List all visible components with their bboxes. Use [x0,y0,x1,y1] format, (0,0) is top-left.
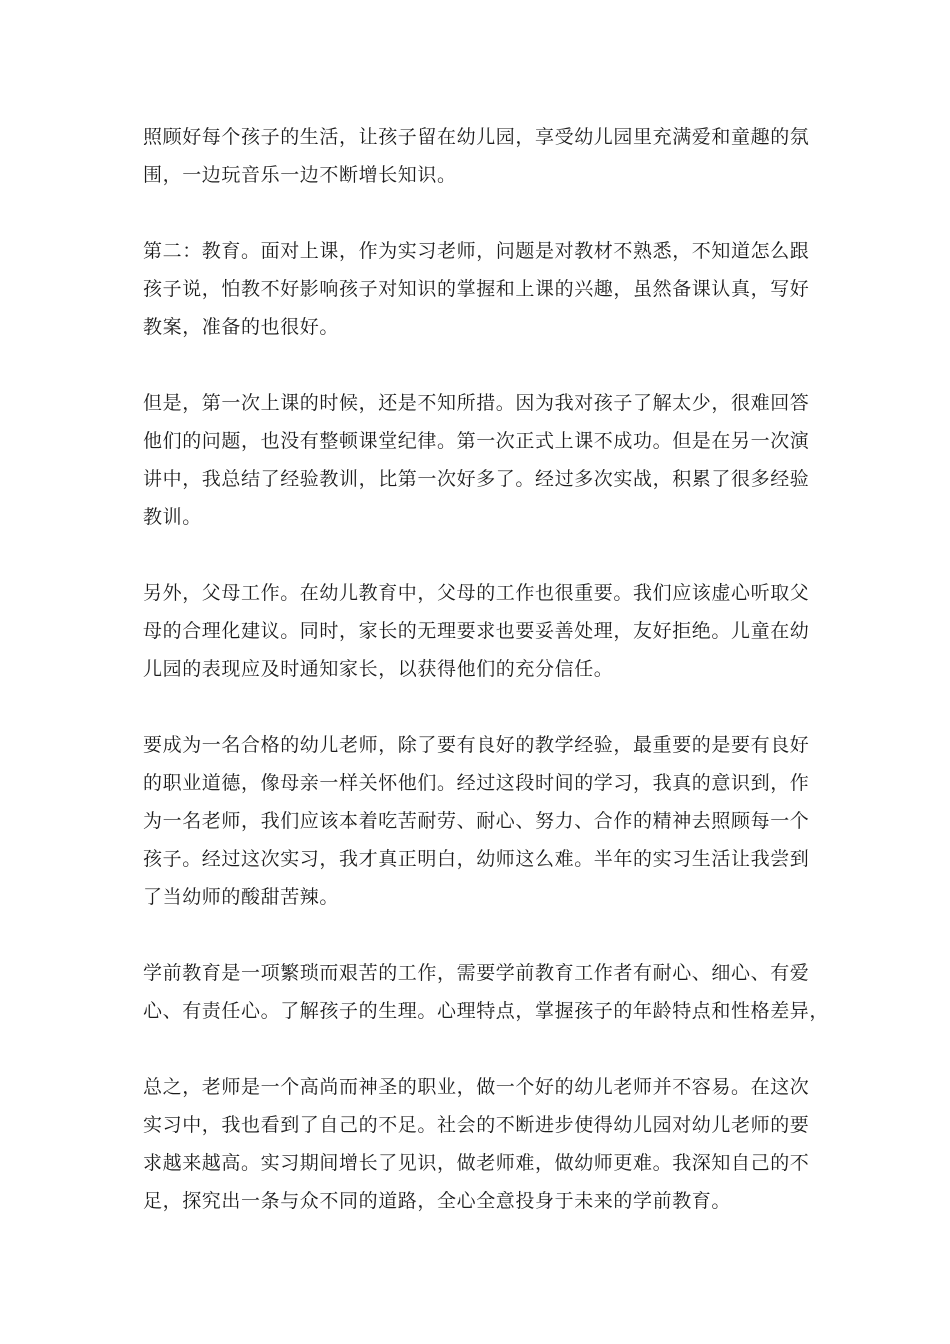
text-line: 教训。 [143,506,202,528]
text-line: 要成为一名合格的幼儿老师，除了要有良好的教学经验，最重要的是要有良好 [143,734,810,756]
paragraph-4 [143,574,813,688]
text-line: 照顾好每个孩子的生活，让孩子留在幼儿园，享受幼儿园里充满爱和童趣的氛 [143,126,810,148]
document-body [143,118,830,1258]
text-line: 第二：教育。面对上课，作为实习老师，问题是对教材不熟悉，不知道怎么跟 [143,240,810,262]
text-line: 总之，老师是一个高尚而神圣的职业，做一个好的幼儿老师并不容易。在这次 [143,1076,810,1098]
text-line: 为一名老师，我们应该本着吃苦耐劳、耐心、努力、合作的精神去照顾每一个 [143,810,810,832]
text-line: 讲中，我总结了经验教训，比第一次好多了。经过多次实战，积累了很多经验 [143,468,810,490]
text-line: 儿园的表现应及时通知家长，以获得他们的充分信任。 [143,658,614,680]
text-line: 足，探究出一条与众不同的道路，全心全意投身于未来的学前教育。 [143,1190,732,1212]
text-line: 母的合理化建议。同时，家长的无理要求也要妥善处理，友好拒绝。儿童在幼 [143,620,810,642]
text-line: 但是，第一次上课的时候，还是不知所措。因为我对孩子了解太少，很难回答 [143,392,810,414]
text-line: 教案，准备的也很好。 [143,316,340,338]
paragraph-6 [143,954,830,1030]
text-line: 另外，父母工作。在幼儿教育中，父母的工作也很重要。我们应该虚心听取父 [143,582,810,604]
paragraph-7 [143,1068,813,1220]
text-line: 求越来越高。实习期间增长了见识，做老师难，做幼师更难。我深知自己的不 [143,1152,810,1174]
text-line: 实习中，我也看到了自己的不足。社会的不断进步使得幼儿园对幼儿老师的要 [143,1114,810,1136]
text-line: 的职业道德，像母亲一样关怀他们。经过这段时间的学习，我真的意识到，作 [143,772,810,794]
text-line: 孩子。经过这次实习，我才真正明白，幼师这么难。半年的实习生活让我尝到 [143,848,810,870]
text-line: 孩子说，怕教不好影响孩子对知识的掌握和上课的兴趣，虽然备课认真，写好 [143,278,810,300]
text-line: 了当幼师的酸甜苦辣。 [143,886,340,908]
paragraph-3 [143,384,813,536]
paragraph-5 [143,726,813,916]
paragraph-1 [143,118,813,194]
text-line: 心、有责任心。了解孩子的生理。心理特点，掌握孩子的年龄特点和性格差异， [143,1000,830,1022]
text-line: 学前教育是一项繁琐而艰苦的工作，需要学前教育工作者有耐心、细心、有爱 [143,962,810,984]
text-line: 他们的问题，也没有整顿课堂纪律。第一次正式上课不成功。但是在另一次演 [143,430,810,452]
text-line: 围，一边玩音乐一边不断增长知识。 [143,164,457,186]
paragraph-2 [143,232,813,346]
